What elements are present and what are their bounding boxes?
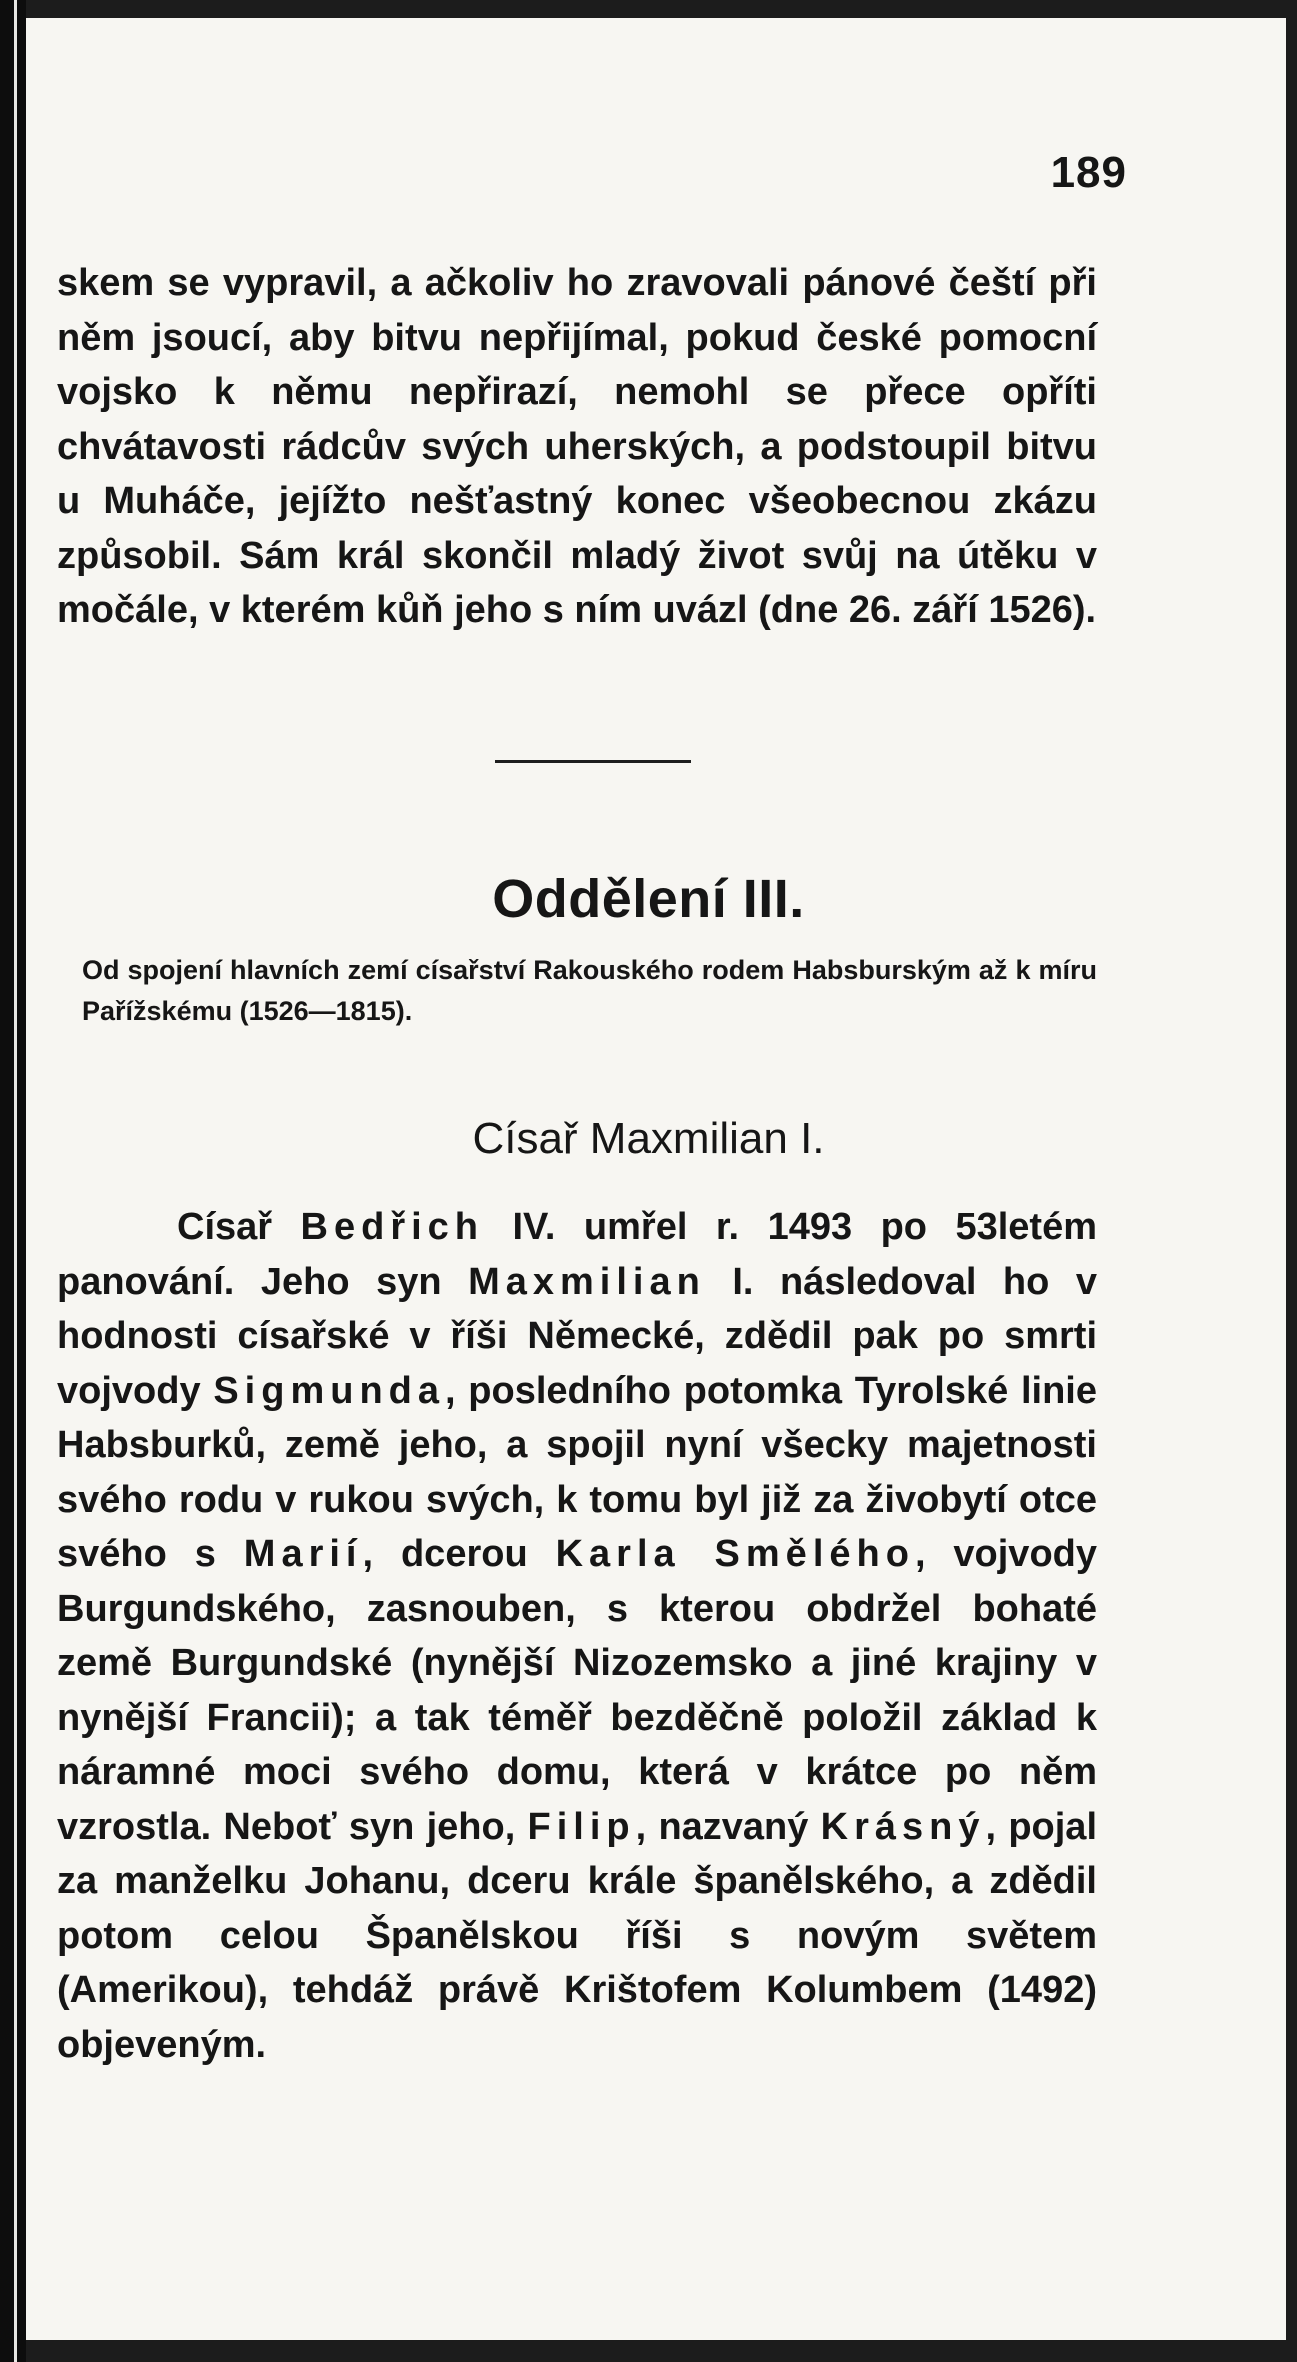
text-run: IV. umřel r. 1493 po 53letém panování. Jeho syn [57, 1206, 1097, 1303]
text-run: I. následoval ho v hodnosti císařské v říši Německé, zdědil pak po smrti vojvody [57, 1260, 1097, 1412]
text-run: Císař [177, 1206, 301, 1248]
gutter-line [14, 0, 17, 2362]
name-maxmilian: Maxmilian [468, 1260, 706, 1303]
name-krasny: Krásný [820, 1805, 986, 1848]
name-filip: Filip [527, 1805, 636, 1848]
text-run: , vojvody Burgundského, zasnouben, s kterou obdržel bohaté země Burgundské (nynější Nizozemsko a jiné krajiny v nynější Francii); a tak téměř bezděčně položil základ k náramné moci svého domu, která v krátce po něm vzrostla. Neboť syn jeho, [57, 1533, 1098, 1848]
text-run: , pojal za manželku Johanu, dceru krále španělského, a zdědil potom celou Španělskou říši s novým světem (Amerikou), tehdáž právě Krištofem Kolumbem (1492) objeveným. [57, 1805, 1097, 2066]
section-divider [495, 760, 691, 763]
name-karla: Karla Smělého [555, 1533, 915, 1575]
name-bedrich: Bedřich [300, 1206, 485, 1248]
scan-gutter [0, 0, 26, 2362]
chapter-paragraph [57, 1200, 1097, 2072]
text-run: , nazvaný [635, 1805, 821, 1848]
page-number: 189 [1050, 148, 1127, 197]
name-marii: Marií [243, 1533, 363, 1575]
name-sigmunda: Sigmunda [213, 1369, 446, 1412]
section-heading: Oddělení III. [492, 869, 805, 929]
text-run: , dcerou [362, 1533, 556, 1575]
chapter-title: Císař Maxmilian I. [472, 1114, 825, 1163]
section-subtitle: Od spojení hlavních zemí císařství Rakouského rodem Habsburským až k míru Pařížskému (1526—1815). [82, 955, 1097, 1026]
intro-paragraph: skem se vypravil, a ačkoliv ho zravovali pánové čeští při něm jsoucí, aby bitvu nepřijímal, pokud české pomocní vojsko k němu nepřirazí, nemohl se přece opříti chvátavosti rádcův svých uherských, a podstoupil bitvu u Muháče, jejížto nešťastný konec všeobecnou zkázu způsobil. Sám král skončil mladý život svůj na útěku v močále, v kterém kůň jeho s ním uvázl (dne 26. září 1526). [57, 262, 1097, 631]
text-run: , posledního potomka Tyrolské linie Habsburků, země jeho, a spojil nyní všecky majetnosti svého rodu v rukou svých, k tomu byl již za živobytí otce svého s [57, 1369, 1097, 1575]
